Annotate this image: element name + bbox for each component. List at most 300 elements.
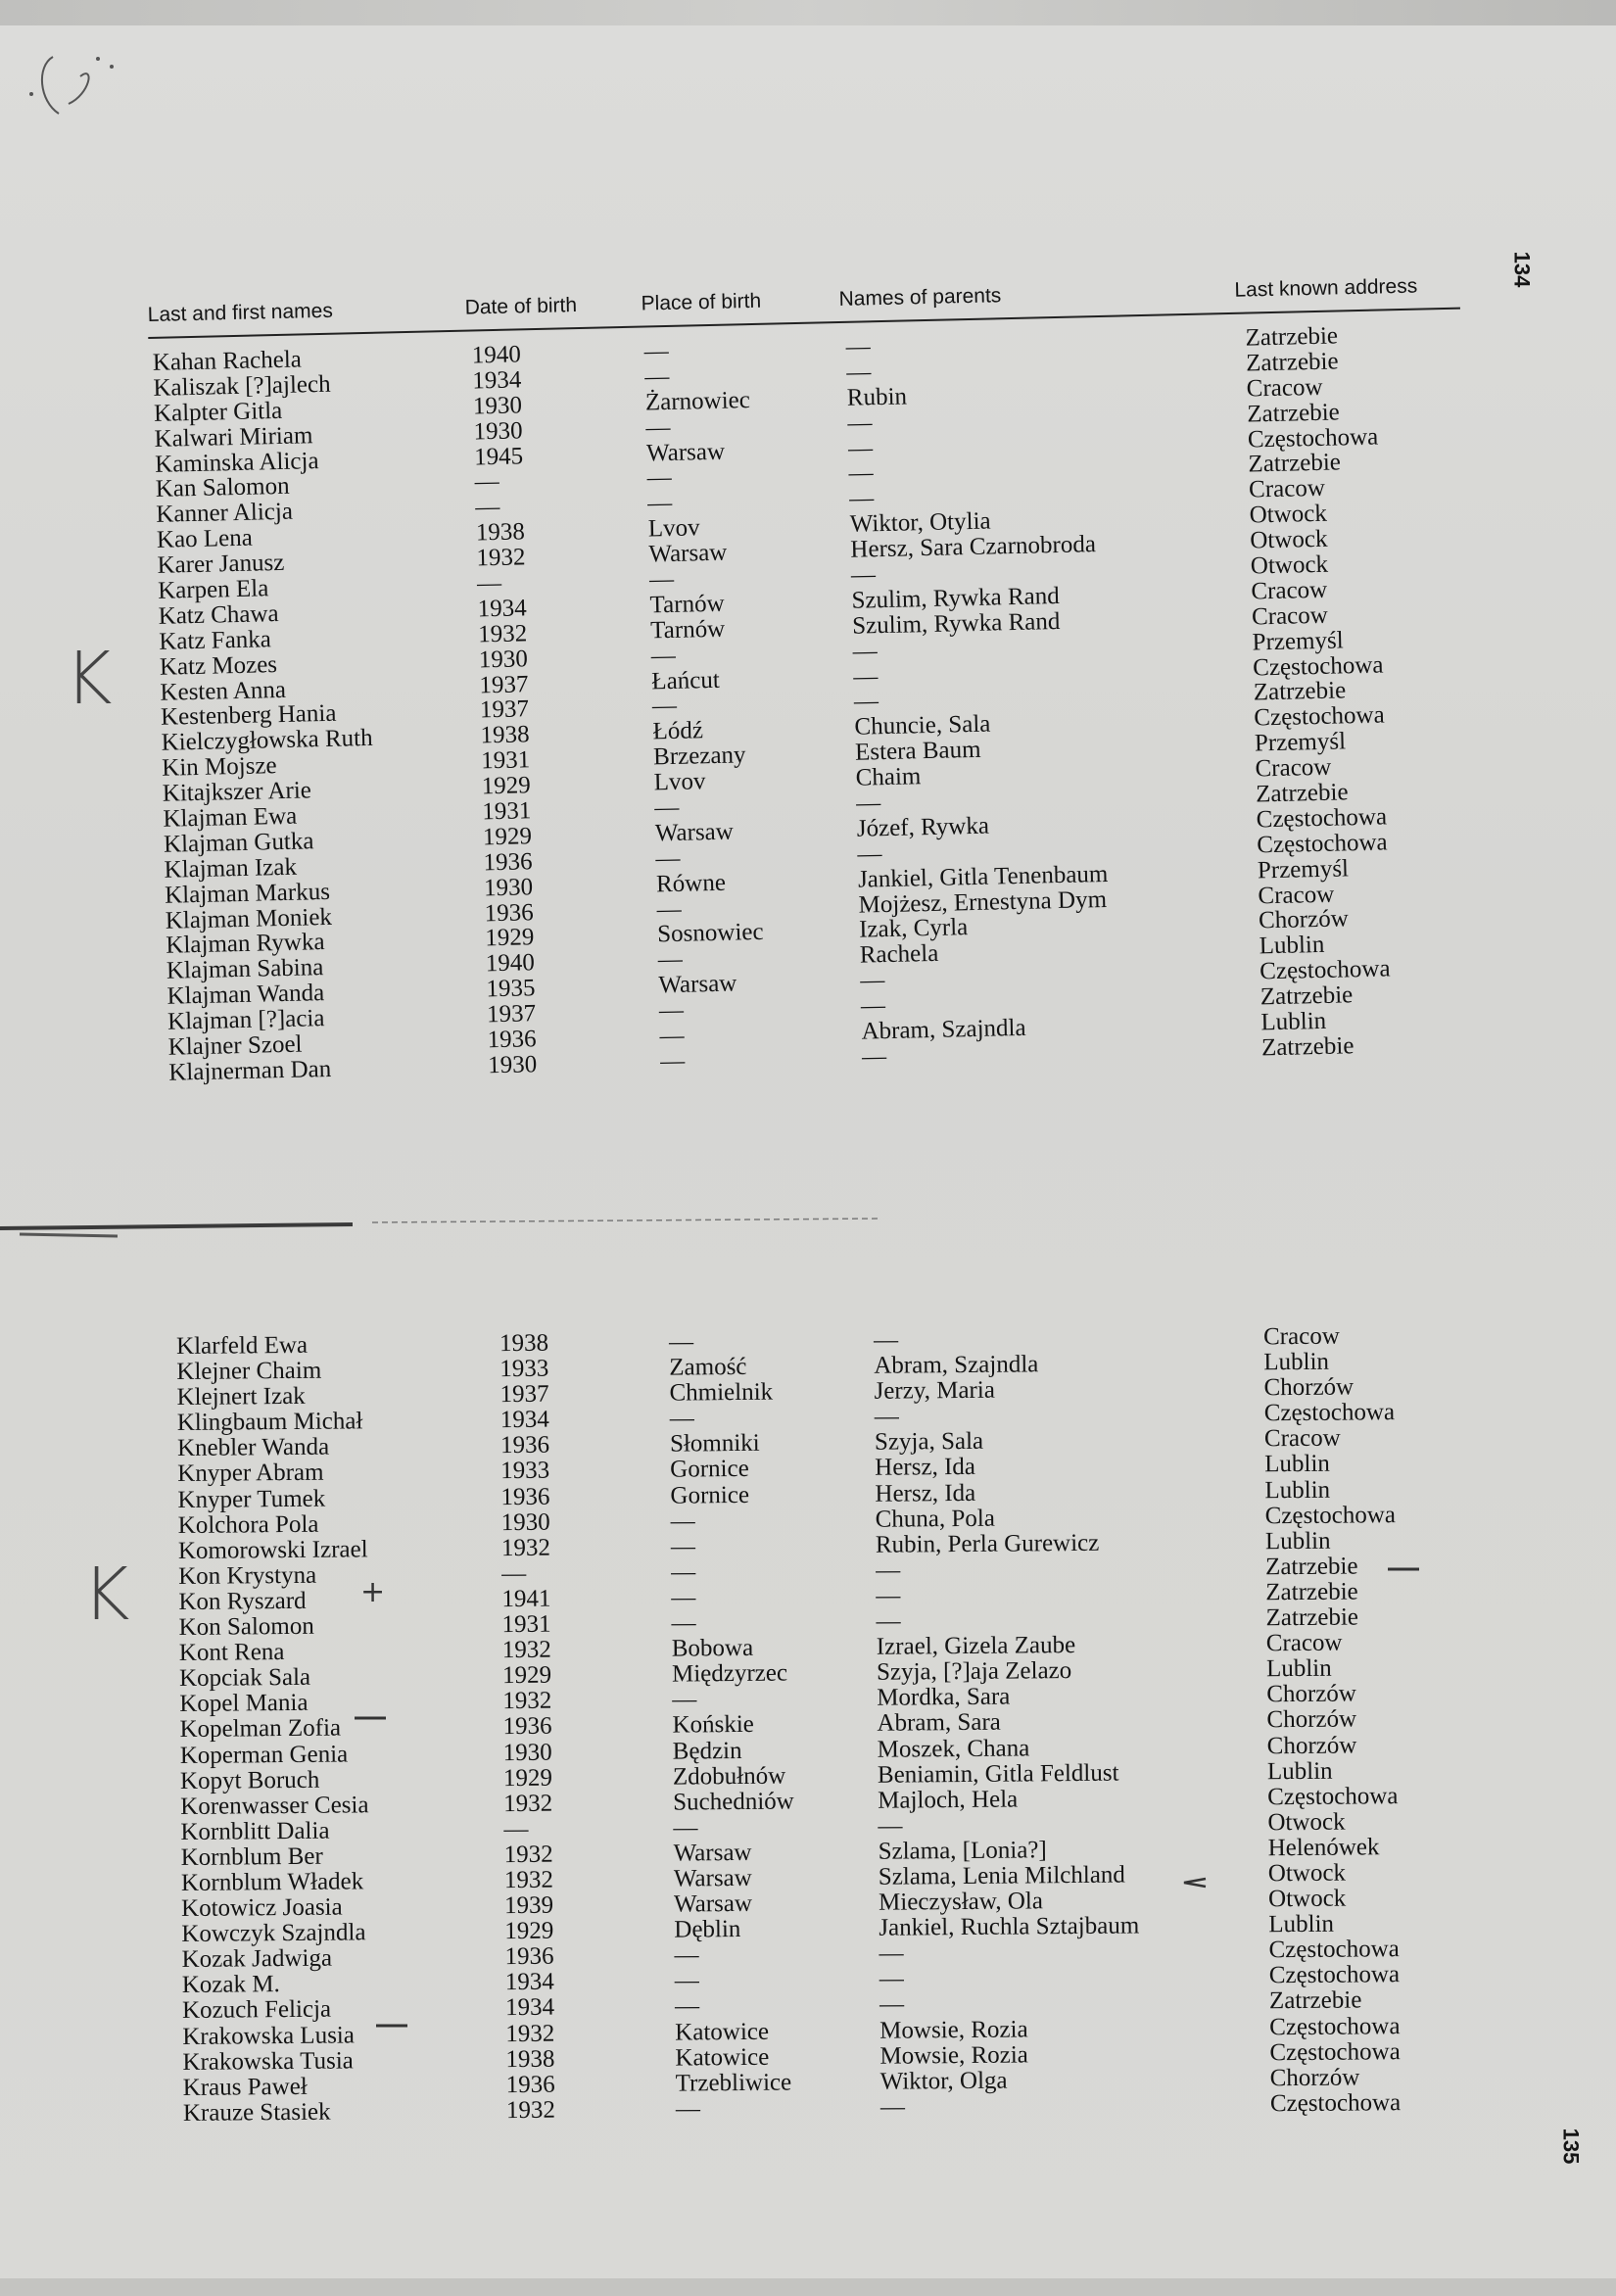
cell-parents: Hersz, Ida [875,1479,976,1507]
cell-parents: — [857,839,882,868]
cell-place: — [645,413,671,442]
cell-parents: — [848,485,875,513]
cell-name: Klejner Chaim [176,1357,322,1386]
cell-place: — [644,362,670,391]
cell-place: — [657,946,684,974]
cell-place: — [672,1686,697,1713]
cell-name: Krakowska Lusia [182,2021,356,2050]
cell-year: 1938 [480,721,530,749]
cell-year: 1929 [501,1661,552,1690]
cell-address: Otwock [1267,1859,1347,1888]
cell-parents: Estera Baum [854,737,981,766]
cell-name: Kozuch Felicja [181,1996,332,2025]
cell-year: 1932 [505,2020,555,2047]
cell-parents: Szlama, Lenia Milchland [878,1861,1125,1890]
cell-year: 1938 [475,518,526,547]
cell-place: — [658,996,685,1025]
cell-name: Katz Mozes [159,650,278,681]
cell-name: Klajman Izak [164,853,298,884]
cell-name: Klejnert Izak [176,1383,306,1411]
cell-place: — [674,1992,700,2021]
cell-place: Katowice [675,2043,770,2072]
cell-parents: Mieczysław, Ola [878,1888,1043,1916]
cell-year: 1932 [503,1841,553,1868]
roster-rows-2 [176,1323,1437,2127]
cell-parents: Izak, Cyrla [858,914,969,944]
cell-parents: Mowsie, Rozia [879,2015,1028,2044]
cell-parents: Jankiel, Ruchla Sztajbaum [879,1912,1140,1941]
cell-name: Kon Krystyna [178,1561,317,1590]
cell-address: Chorzów [1266,1731,1357,1759]
cell-year: 1930 [500,1508,550,1536]
cell-name: Koperman Genia [179,1740,349,1769]
cell-name: Klajman [?]acia [166,1005,325,1035]
cell-year: 1937 [499,1380,549,1409]
cell-place: Międzyrzec [671,1659,788,1688]
cell-year: 1935 [486,975,536,1003]
cell-parents: — [860,967,885,994]
cell-place: Warsaw [658,970,737,999]
cell-parents: Chaim [855,763,922,791]
cell-year: 1932 [503,1790,553,1817]
cell-address: Częstochowa [1264,1501,1397,1529]
cell-name: Kopyt Boruch [179,1766,320,1794]
cell-address: Częstochowa [1269,2012,1401,2040]
cell-parents: Józef, Rywka [856,812,990,842]
cell-year: 1930 [472,392,523,420]
cell-parents: — [879,2093,906,2121]
cell-year: 1937 [479,670,529,698]
dash-mark-3 [374,2020,409,2032]
cell-address: Przemyśl [1252,627,1344,656]
cell-name: Kielczygłowska Ruth [161,725,373,757]
cell-year: 1934 [504,1969,554,1996]
cell-address: Zatrzebie [1260,1032,1355,1062]
cell-place: Chmielnik [669,1378,774,1407]
cell-name: Kozak M. [181,1971,280,1999]
cell-name: Kitajkszer Arie [162,777,312,807]
cell-address: Częstochowa [1269,2088,1402,2118]
arrow-mark [1180,1876,1208,1889]
cell-parents: — [847,408,873,437]
cell-parents: Wiktor, Olga [879,2067,1008,2095]
cell-name: Kon Ryszard [178,1587,307,1615]
cell-name: Klajman Gutka [163,828,314,858]
cell-name: Knyper Abram [177,1459,324,1488]
cross-mark: + [360,1575,386,1609]
cell-year: — [476,569,502,598]
cell-place: — [659,1047,686,1076]
cell-name: Kozak Jadwiga [181,1944,333,1974]
cell-year: 1932 [500,1534,551,1561]
cell-year: 1936 [500,1483,550,1510]
cell-name: Klajman Rywka [166,929,325,960]
cell-name: Katz Fanka [159,626,272,655]
cell-year: 1936 [499,1432,550,1459]
cell-parents: Abram, Sara [877,1709,1001,1738]
cell-name: Klajman Moniek [165,903,333,934]
margin-letter-k-1: K [65,637,113,721]
cell-parents: — [845,359,872,386]
cell-place: — [656,895,682,923]
cell-parents: — [850,561,877,589]
cell-year: 1930 [473,417,523,446]
scan-edge-top [0,0,1616,25]
cell-year: — [503,1815,529,1842]
cell-address: Zatrzebie [1247,399,1341,428]
cell-address: Cracow [1265,1629,1343,1657]
cell-name: Klajman Ewa [163,802,298,833]
cell-address: Lublin [1264,1527,1331,1555]
cell-parents: Jankiel, Gitla Tenenbaum [857,860,1109,893]
page-number-bottom: 135 [1558,2128,1584,2165]
cell-name: Katz Chawa [158,599,279,630]
cell-place: Dęblin [674,1916,741,1943]
cell-place: Słomniki [669,1430,760,1458]
cell-place: Końskie [672,1711,754,1740]
cell-address: Zatrzebie [1248,449,1342,478]
cell-parents: — [853,662,879,691]
cell-address: Lublin [1263,1348,1330,1376]
cell-parents: Chuncie, Sala [854,710,991,741]
cell-parents: — [879,1990,905,2019]
cell-name: Karer Janusz [157,550,285,579]
cell-year: — [501,1559,527,1587]
cell-year: 1932 [505,2096,556,2124]
cell-year: 1932 [476,544,526,572]
cell-address: Chorzów [1263,1373,1355,1402]
cell-name: Kopelman Zofia [179,1714,342,1744]
cell-parents: Jerzy, Maria [874,1376,995,1405]
cell-parents: — [879,1965,904,1993]
cell-parents: — [847,434,874,462]
cell-parents: Rubin, Perla Gurewicz [875,1529,1100,1558]
dash-mark-2 [353,1712,388,1724]
cell-year: 1929 [482,823,533,851]
section-divider [0,1213,979,1242]
cell-parents: — [845,333,871,360]
cell-address: Lublin [1264,1476,1331,1504]
cell-place: — [668,1328,694,1356]
cell-name: Kin Mojsze [161,752,277,783]
cell-address: Zatrzebie [1260,981,1354,1011]
cell-name: Kaliszak [?]ajlech [153,370,331,402]
cell-address: Chorzów [1269,2064,1360,2092]
cell-place: Brzezany [652,741,746,771]
cell-year: 1934 [499,1406,549,1434]
cell-address: Częstochowa [1268,1936,1400,1964]
cell-year: 1936 [487,1026,537,1054]
cell-place: Trzebliwice [675,2069,792,2097]
cell-address: Cracow [1258,881,1335,910]
cell-name: Knyper Tumek [177,1485,326,1513]
margin-letter-k-2: K [82,1553,130,1637]
cell-year: 1929 [502,1764,553,1792]
cell-name: Knebler Wanda [176,1434,330,1462]
cell-year: 1936 [504,1942,554,1971]
cell-name: Komorowski Izrael [177,1536,368,1564]
cell-parents: Abram, Szajndla [861,1014,1026,1045]
cell-parents: — [853,688,879,716]
cell-address: Otwock [1250,550,1329,580]
cell-year: 1931 [482,797,532,826]
cell-parents: Beniamin, Gitla Feldlust [877,1759,1119,1789]
cell-name: Kanner Alicja [156,499,294,529]
cell-name: Kalpter Gitla [153,397,283,427]
cell-address: Częstochowa [1268,1961,1401,1989]
header-address: Last known address [1234,274,1418,302]
cell-address: Lublin [1260,1007,1327,1036]
cell-name: Kao Lena [156,524,254,554]
cell-address: Chorzów [1258,905,1350,934]
cell-place: — [670,1533,696,1560]
cell-address: Częstochowa [1247,423,1379,454]
cell-place: Tarnów [649,590,725,619]
scan-edge-bottom [0,2278,1616,2296]
cell-parents: Hersz, Sara Czarnobroda [850,531,1097,563]
cell-address: Częstochowa [1257,829,1388,859]
cell-year: 1930 [478,645,529,674]
cell-place: — [673,1814,698,1842]
cell-place: — [671,1558,696,1586]
cell-address: Przemyśl [1257,855,1350,885]
cell-parents: Chuna, Pola [875,1505,996,1533]
cell-name: Kotowicz Joasia [181,1893,343,1923]
cell-name: Kan Salomon [155,473,290,503]
cell-year: 1929 [484,924,535,952]
cell-place: — [675,2095,701,2123]
cell-parents: — [879,1939,904,1968]
cell-year: 1936 [484,898,535,927]
cell-address: Przemyśl [1254,728,1347,757]
roster-section-2 [176,1323,1437,2127]
dash-mark-1 [1386,1563,1421,1575]
cell-name: Kalwari Miriam [154,421,313,453]
cell-address: Cracow [1251,601,1329,631]
cell-place: Warsaw [654,818,735,847]
cell-year: 1931 [480,746,531,775]
cell-address: Zatrzebie [1268,1986,1362,2015]
cell-place: — [655,844,681,873]
cell-parents: — [876,1582,901,1609]
cell-address: Chorzów [1266,1705,1357,1734]
header-dob: Date of birth [464,294,578,319]
cell-year: 1939 [503,1891,554,1920]
cell-year: 1940 [471,341,522,369]
cell-year: 1930 [502,1739,552,1766]
cell-name: Karpen Ela [157,575,269,604]
cell-address: Lublin [1259,932,1325,960]
cell-place: — [650,642,677,670]
cell-address: Częstochowa [1269,2037,1401,2066]
cell-year: 1940 [485,949,536,978]
cell-parents: — [852,637,879,665]
cell-place: Zamość [669,1354,747,1381]
cell-address: Cracow [1255,753,1332,783]
cell-address: Lublin [1265,1654,1332,1683]
cell-address: Zatrzebie [1245,348,1339,377]
cell-address: Chorzów [1266,1680,1357,1708]
cell-name: Klajman Sabina [166,954,324,985]
roster-rows-1 [149,321,1478,1086]
page-number-top: 134 [1509,251,1535,288]
cell-parents: Mojżesz, Ernestyna Dym [858,885,1108,919]
cell-address: Częstochowa [1259,955,1391,985]
cell-name: Klarfeld Ewa [175,1331,309,1360]
cell-year: 1945 [473,442,524,471]
cell-place: — [643,337,670,365]
cell-address: Zatrzebie [1255,779,1349,808]
cell-place: — [659,1022,685,1050]
cell-year: 1931 [501,1610,551,1639]
cell-name: Kon Salomon [178,1612,314,1642]
cell-parents: Hersz, Ida [875,1454,976,1482]
cell-address: Zatrzebie [1253,677,1347,706]
cell-place: Sosnowiec [656,919,764,948]
cell-parents: — [876,1607,901,1635]
cell-name: Krauze Stasiek [182,2098,331,2127]
cell-place: Warsaw [648,539,728,568]
cell-place: — [674,1941,699,1969]
cell-name: Kahan Rachela [152,346,303,376]
cell-place: Lvov [653,768,706,796]
cell-place: — [646,464,672,492]
cell-address: Lublin [1268,1910,1335,1938]
cell-parents: — [878,1812,903,1840]
cell-parents: — [848,459,874,488]
cell-year: 1932 [477,620,528,648]
cell-parents: Mordka, Sara [877,1683,1011,1712]
cell-address: Lublin [1264,1451,1330,1478]
cell-name: Kraus Paweł [182,2073,308,2101]
cell-name: Klingbaum Michał [176,1408,363,1437]
cell-place: — [669,1405,694,1432]
cell-name: Klajnerman Dan [168,1055,332,1086]
cell-place: — [671,1584,696,1611]
cell-parents: Szyja, [?]aja Zelazo [876,1657,1072,1686]
cell-parents: Majloch, Hela [878,1786,1019,1814]
cell-place: Będzin [672,1737,742,1765]
cell-address: Otwock [1267,1885,1347,1913]
cell-parents: Rachela [859,940,939,970]
cell-parents: — [861,1043,887,1071]
cell-year: 1936 [483,848,533,877]
cell-place: Żarnowiec [644,386,751,416]
cell-name: Kopciak Sala [178,1664,311,1693]
cell-parents: — [874,1403,899,1431]
cell-name: Kopel Mania [179,1690,309,1718]
roster-section-1 [147,253,1477,1086]
cell-place: Warsaw [645,438,726,467]
cell-name: Kestenberg Hania [160,700,337,732]
cell-place: Katowice [675,2018,770,2046]
cell-address: Częstochowa [1256,803,1388,834]
cell-parents: Szlama, [Lonia?] [878,1837,1047,1865]
cell-year: 1930 [483,873,534,902]
cell-name: Klajner Szoel [167,1030,303,1061]
header-pob: Place of birth [641,289,762,315]
cell-year: — [474,468,500,496]
cell-address: Zatrzebie [1265,1578,1358,1606]
cell-parents: Wiktor, Otylia [849,507,991,539]
cell-name: Kaminska Alicja [154,447,319,478]
handwritten-scribble [22,37,129,130]
cell-year: 1932 [502,1687,552,1715]
cell-place: — [648,565,675,594]
cell-place: Warsaw [673,1839,752,1867]
cell-name: Korenwasser Cesia [180,1791,369,1820]
cell-place: Gornice [670,1456,749,1484]
cell-place: Lvov [647,514,700,543]
cell-name: Kesten Anna [160,676,287,706]
cell-address: Zatrzebie [1265,1603,1359,1632]
scribble-icon [22,37,129,125]
cell-name: Klajman Wanda [166,980,325,1010]
cell-address: Zatrzebie [1264,1553,1358,1581]
cell-year: 1934 [504,1994,555,2022]
cell-address: Częstochowa [1263,1399,1396,1427]
cell-parents: Moszek, Chana [877,1734,1030,1763]
cell-name: Kornblum Władek [180,1868,364,1896]
cell-place: Bobowa [671,1634,754,1662]
cell-parents: Szulim, Rywka Rand [851,582,1061,614]
cell-name: Kowczyk Szajndla [181,1919,366,1948]
cell-year: 1938 [505,2045,555,2073]
cell-place: Zdobułnów [672,1762,786,1791]
cell-place: Tarnów [649,615,726,645]
cell-place: Suchedniów [673,1788,794,1816]
cell-year: 1937 [479,695,530,724]
cell-address: Otwock [1249,525,1328,554]
cell-place: — [674,1967,699,1994]
cell-place: Warsaw [673,1889,753,1918]
cell-parents: Mowsie, Rozia [879,2041,1028,2070]
cell-parents: — [876,1556,901,1584]
cell-year: 1932 [503,1866,553,1894]
cell-name: Kont Rena [178,1639,285,1667]
cell-parents: — [873,1326,899,1354]
cell-year: 1933 [499,1355,549,1383]
cell-parents: Abram, Szajndla [874,1351,1039,1379]
cell-year: 1933 [500,1458,550,1485]
cell-place: Gornice [670,1481,750,1509]
cell-year: 1936 [502,1713,552,1741]
cell-parents: Szyja, Sala [874,1428,984,1457]
cell-place: Równe [655,869,727,898]
header-parents: Names of parents [838,284,1002,311]
cell-place: Łódź [652,717,704,745]
header-name: Last and first names [147,299,334,326]
cell-year: — [475,494,500,521]
cell-year: 1937 [486,1000,537,1028]
cell-address: Zatrzebie [1245,322,1339,352]
cell-place: Łańcut [651,666,721,694]
cell-place: — [671,1609,696,1637]
cell-name: Kolchora Pola [177,1510,319,1539]
cell-address: Otwock [1249,500,1328,529]
cell-place: — [670,1507,695,1535]
cell-name: Kornblum Ber [180,1842,323,1871]
cell-name: Krakowska Tusia [182,2047,354,2076]
cell-year: 1929 [481,772,532,800]
cell-place: — [654,793,680,822]
cell-parents: — [855,789,881,817]
cell-address: Cracow [1263,1425,1341,1453]
cell-address: Cracow [1262,1322,1340,1351]
cell-parents: — [860,992,886,1020]
cell-year: 1934 [472,366,522,395]
cell-address: Częstochowa [1252,651,1384,682]
